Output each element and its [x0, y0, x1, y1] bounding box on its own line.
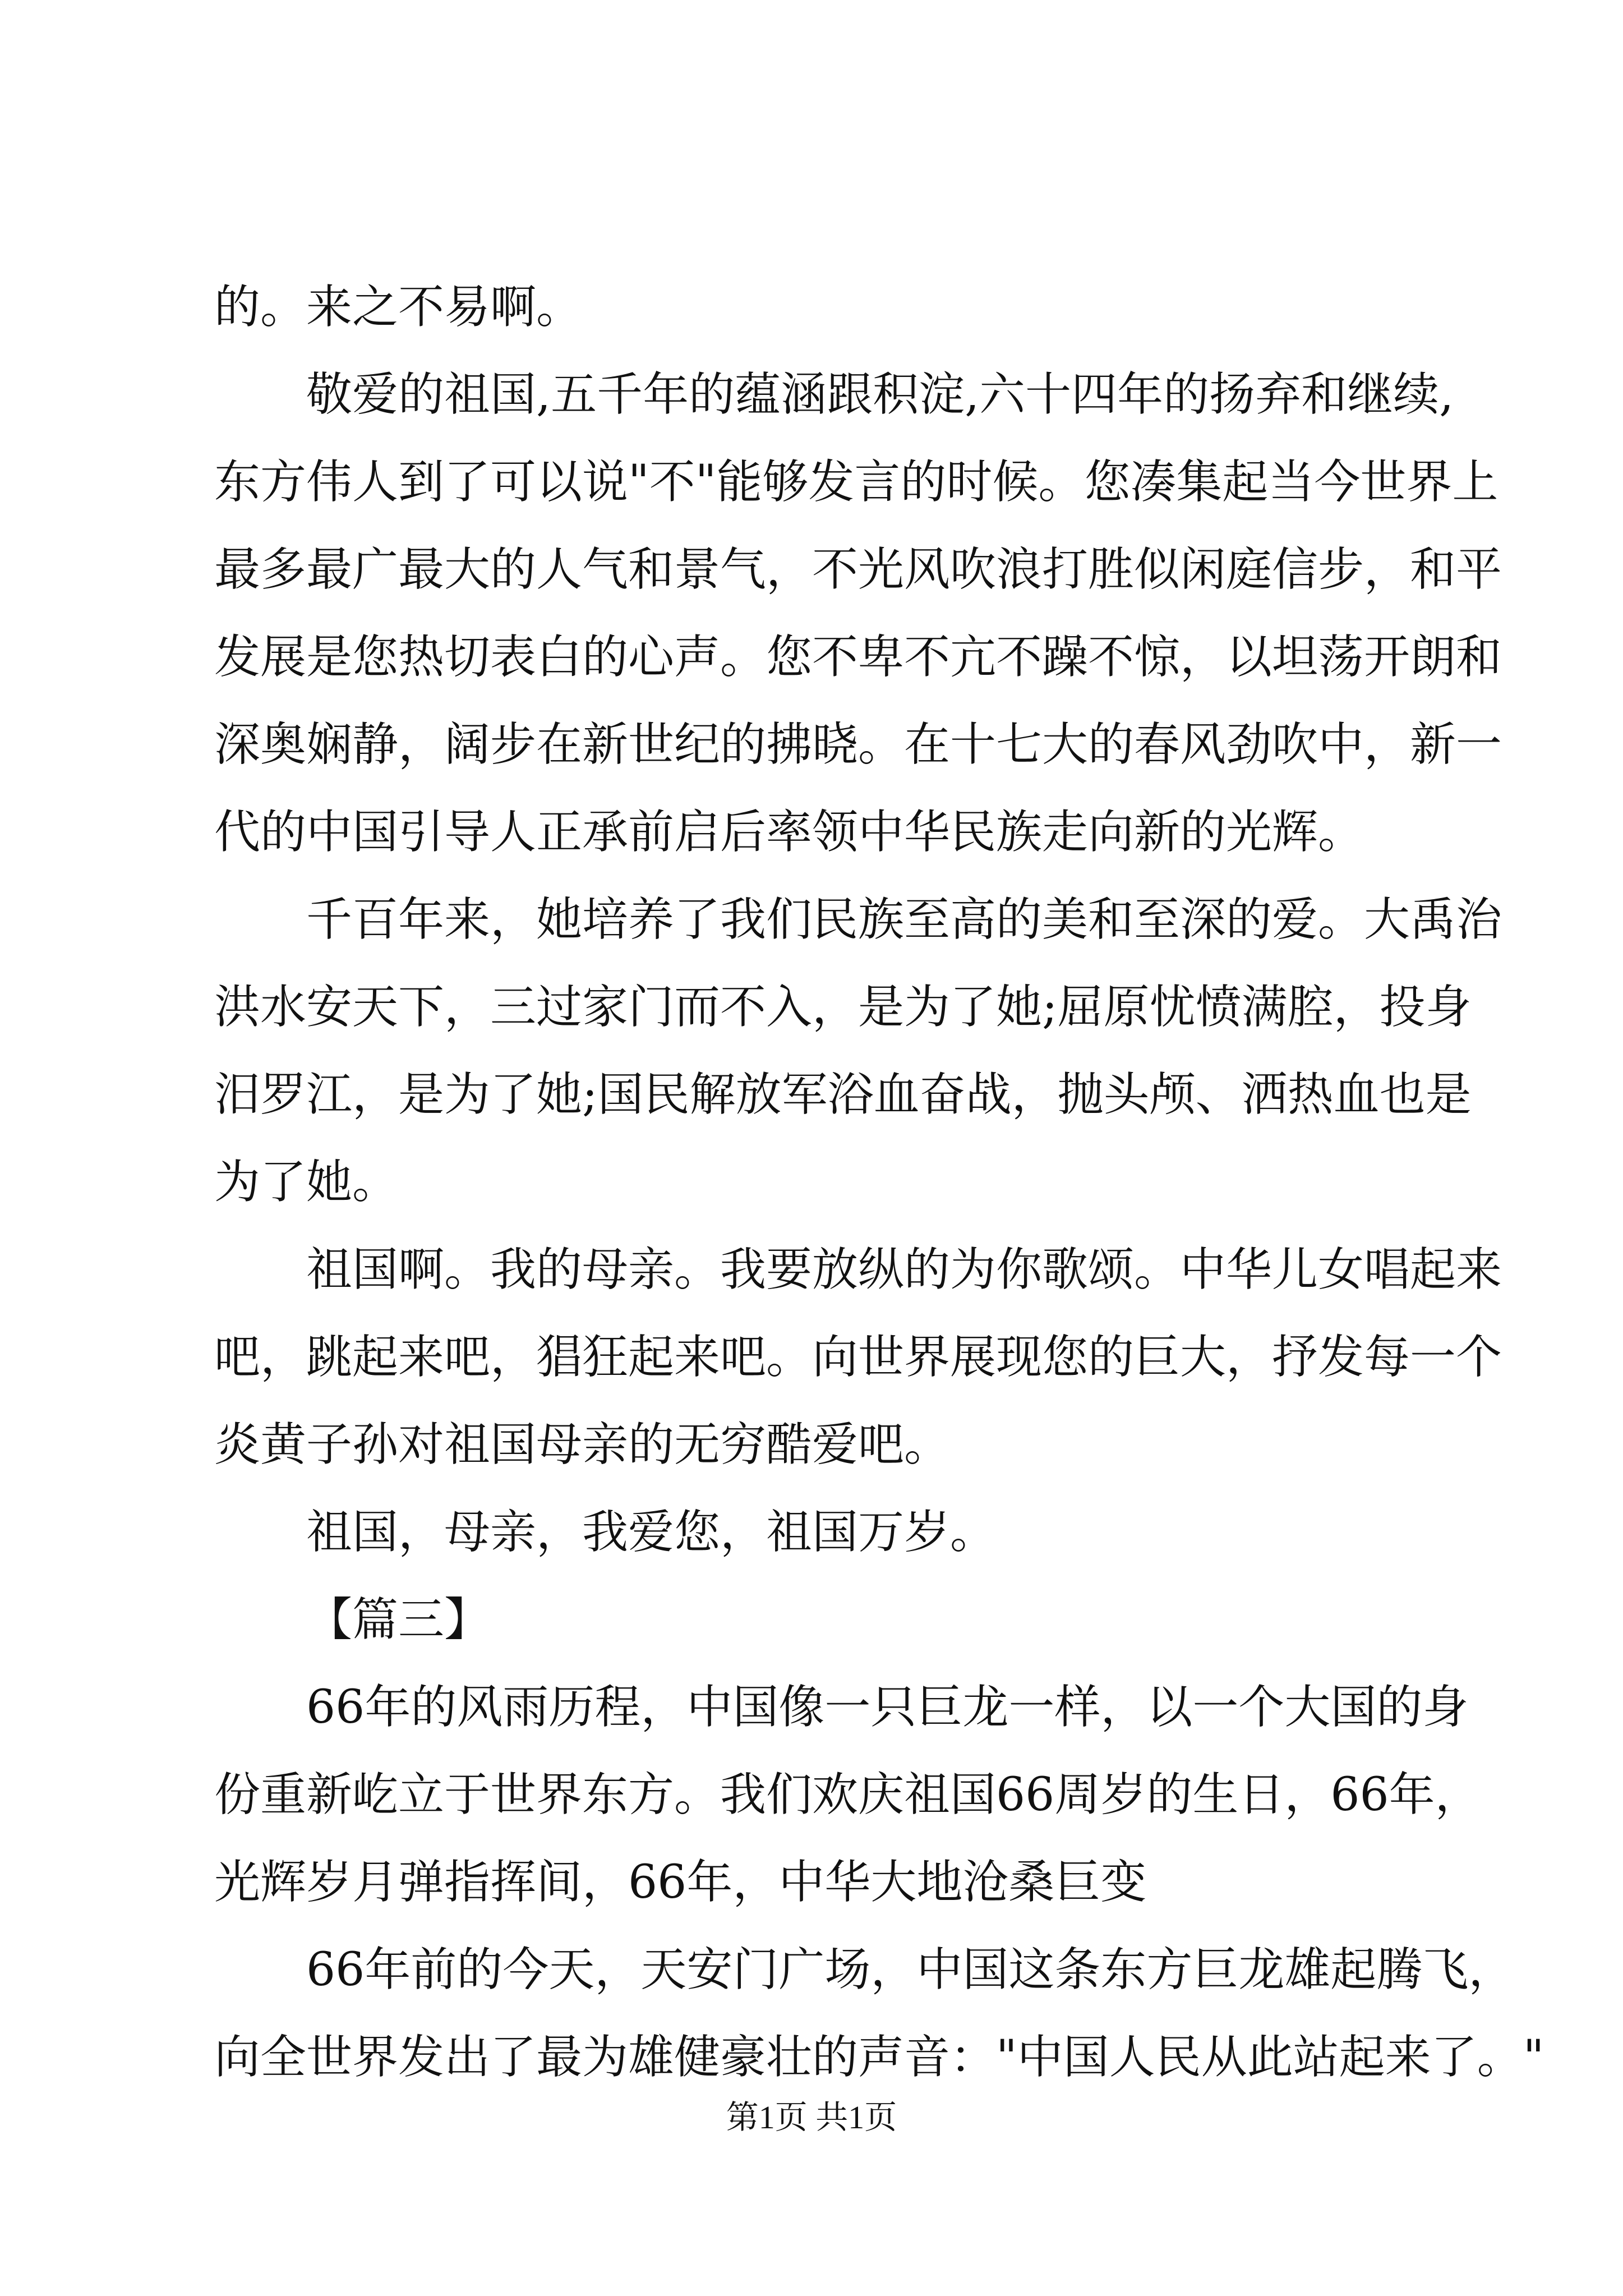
text-line: 东方伟人到了可以说"不"能够发言的时候。您凑集起当今世界上 — [214, 455, 1498, 509]
text-line: 最多最广最大的人气和景气，不光风吹浪打胜似闲庭信步，和平 — [214, 543, 1502, 596]
text-line: 祖国啊。我的母亲。我要放纵的为你歌颂。中华儿女唱起来 — [306, 1243, 1502, 1296]
text-line: 吧，跳起来吧，猖狂起来吧。向世界展现您的巨大，抒发每一个 — [214, 1331, 1502, 1384]
text-line: 66年前的今天，天安门广场，中国这条东方巨龙雄起腾飞， — [306, 1943, 1515, 1996]
text-line: 敬爱的祖国,五千年的蕴涵跟积淀,六十四年的扬弃和继续, — [306, 368, 1454, 421]
text-line: 向全世界发出了最为雄健豪壮的声音："中国人民从此站起来了。" — [214, 2031, 1544, 2084]
text-line: 洪水安天下，三过家门而不入，是为了她;屈原忧愤满腔，投身 — [214, 981, 1472, 1034]
text-line: 千百年来，她培养了我们民族至高的美和至深的爱。大禹治 — [306, 893, 1502, 946]
text-line: 份重新屹立于世界东方。我们欢庆祖国66周岁的生日，66年， — [214, 1768, 1481, 1821]
text-line: 66年的风雨历程，中国像一只巨龙一样，以一个大国的身 — [306, 1681, 1469, 1734]
page-footer: 第1页 共1页 — [726, 2099, 897, 2136]
text-line: 汨罗江，是为了她;国民解放军浴血奋战，抛头颅、洒热血也是 — [214, 1068, 1472, 1121]
text-line: 的。来之不易啊。 — [214, 280, 583, 334]
text-line: 炎黄子孙对祖国母亲的无穷酷爱吧。 — [214, 1418, 951, 1471]
text-line: 深奥娴静，阔步在新世纪的拂晓。在十七大的春风劲吹中，新一 — [214, 718, 1502, 771]
text-line: 光辉岁月弹指挥间，66年，中华大地沧桑巨变 — [214, 1856, 1147, 1909]
text-line: 代的中国引导人正承前启后率领中华民族走向新的光辉。 — [214, 806, 1364, 859]
text-line: 【篇三】 — [306, 1593, 491, 1646]
text-line: 为了她。 — [214, 1156, 399, 1209]
document-body — [214, 264, 1544, 2101]
text-line: 发展是您热切表白的心声。您不卑不亢不躁不惊，以坦荡开朗和 — [214, 631, 1502, 684]
text-line: 祖国，母亲，我爱您，祖国万岁。 — [306, 1506, 997, 1559]
